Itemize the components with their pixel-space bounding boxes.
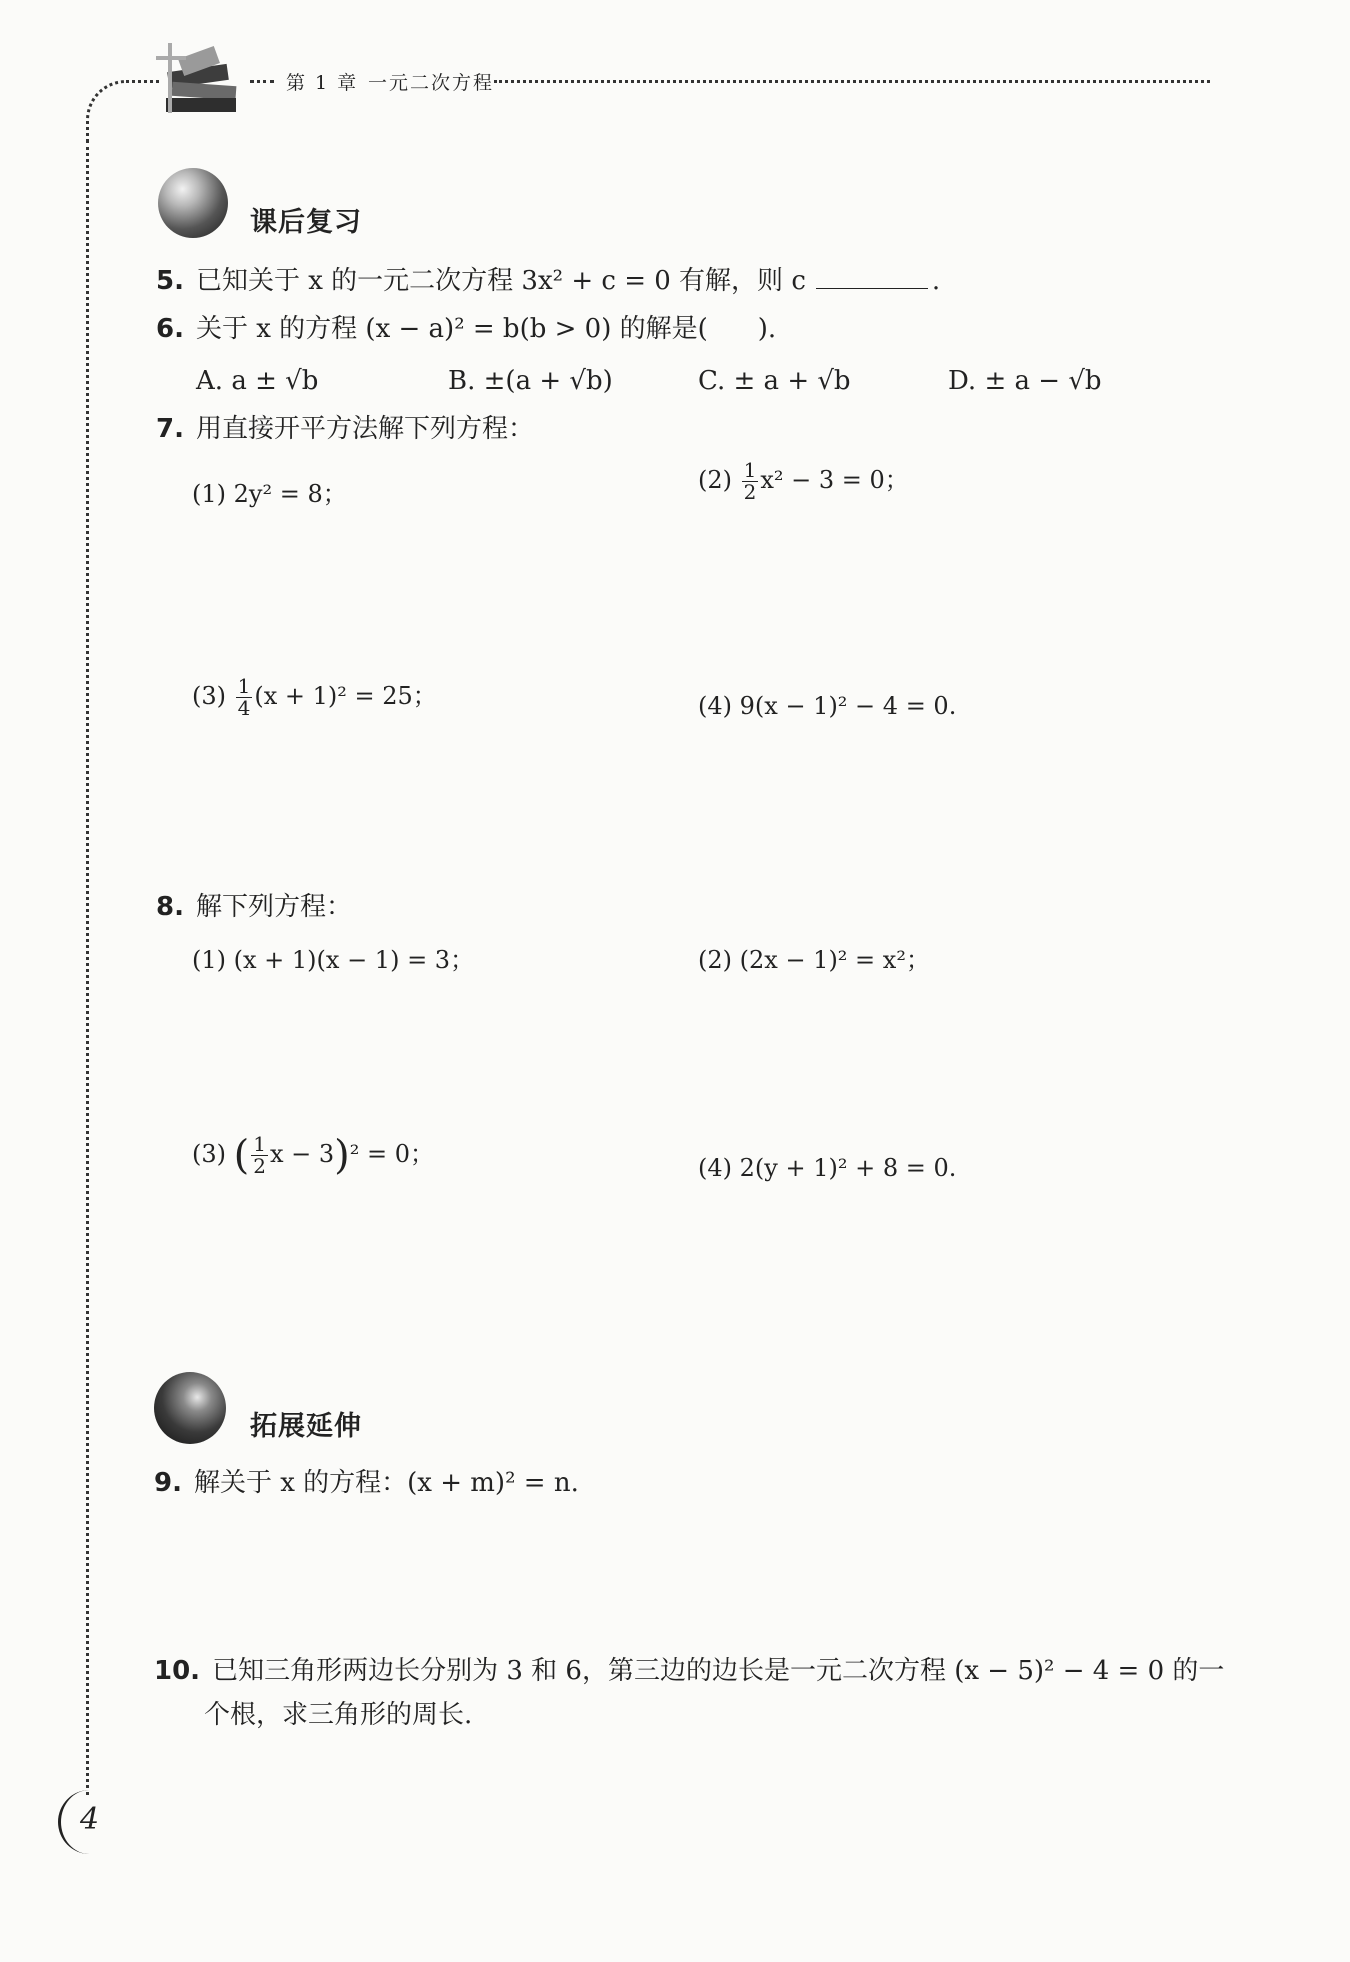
question-number: 8. xyxy=(156,892,184,922)
q7-item-3 xyxy=(192,676,437,719)
item-label: (1) xyxy=(192,946,226,974)
paren-close: ) xyxy=(334,1132,350,1179)
item-expr: (2x − 1)² = x²； xyxy=(739,946,930,974)
header-dots-left xyxy=(250,80,274,83)
option-b[interactable] xyxy=(448,368,613,394)
option-label: B. xyxy=(448,366,476,396)
item-expr: 2(y + 1)² + 8 = 0. xyxy=(739,1154,957,1182)
q8-item-4 xyxy=(698,1154,956,1182)
header-dots-right xyxy=(494,80,1210,83)
q7-item-1 xyxy=(192,474,347,509)
header-books-logo xyxy=(150,38,250,116)
option-label: C. xyxy=(698,366,726,396)
item-expr-inner: x − 3 xyxy=(269,1140,335,1168)
review-globe-icon xyxy=(158,168,228,238)
item-label: (3) xyxy=(192,1140,226,1168)
item-expr: (x + 1)² = 25； xyxy=(254,682,437,710)
question-10-line2: 个根，求三角形的周长. xyxy=(204,1700,473,1730)
item-label: (4) xyxy=(698,692,732,720)
question-6 xyxy=(156,316,776,342)
question-number: 10. xyxy=(154,1656,201,1686)
option-expr: ± a + √b xyxy=(733,366,851,396)
question-text-end: ). xyxy=(757,314,777,344)
question-7 xyxy=(156,416,534,442)
header-chapter-label: 第 1 章 xyxy=(286,72,359,94)
q7-item-2 xyxy=(698,460,909,503)
item-label: (1) xyxy=(192,480,226,508)
option-a[interactable] xyxy=(196,368,318,394)
item-expr-after: ² = 0； xyxy=(349,1140,435,1168)
item-label: (2) xyxy=(698,946,732,974)
item-expr: 9(x − 1)² − 4 = 0. xyxy=(739,692,957,720)
section-title-review: 课后复习 xyxy=(250,207,362,238)
answer-blank[interactable] xyxy=(816,284,928,289)
question-text: 解下列方程： xyxy=(195,892,352,922)
question-9 xyxy=(154,1470,579,1496)
question-number: 6. xyxy=(156,314,184,344)
option-label: D. xyxy=(948,366,977,396)
item-label: (4) xyxy=(698,1154,732,1182)
item-expr: x² − 3 = 0； xyxy=(760,466,909,494)
question-text: 用直接开平方法解下列方程： xyxy=(195,414,534,444)
item-label: (2) xyxy=(698,466,732,494)
option-expr: a ± √b xyxy=(231,366,319,396)
option-d[interactable] xyxy=(948,368,1102,394)
q8-item-3 xyxy=(192,1134,434,1177)
question-5 xyxy=(156,268,940,294)
page-number: 4 xyxy=(80,1802,100,1837)
paren-open: ( xyxy=(233,1132,250,1179)
option-label: A. xyxy=(196,366,224,396)
question-text-end: . xyxy=(931,266,941,296)
fraction: $\frac{1}{2}$ xyxy=(743,458,757,504)
question-8 xyxy=(156,894,352,920)
question-10 xyxy=(154,1658,1224,1684)
question-text: 解关于 x 的方程：(x + m)² = n. xyxy=(193,1468,579,1498)
q8-item-2 xyxy=(698,940,930,975)
fraction: $\frac{1}{2}$ xyxy=(253,1132,266,1178)
question-number: 5. xyxy=(156,266,184,296)
item-expr: (x + 1)(x − 1) = 3； xyxy=(233,946,475,974)
fraction: $\frac{1}{4}$ xyxy=(237,674,251,720)
option-expr: ±(a + √b) xyxy=(483,366,613,396)
question-number: 7. xyxy=(156,414,184,444)
option-expr: ± a − √b xyxy=(984,366,1102,396)
question-text: 已知关于 x 的一元二次方程 3x² + c = 0 有解，则 c xyxy=(195,266,806,296)
section-title-extension: 拓展延伸 xyxy=(250,1411,362,1442)
question-text: 关于 x 的方程 (x − a)² = b(b > 0) 的解是( xyxy=(195,314,708,344)
question-number: 9. xyxy=(154,1468,182,1498)
page-border-left xyxy=(86,140,89,1795)
item-label: (3) xyxy=(192,682,226,710)
option-c[interactable] xyxy=(698,368,851,394)
page-border-corner xyxy=(86,80,159,143)
q7-item-4 xyxy=(698,692,956,720)
extension-globe-icon xyxy=(154,1372,226,1444)
q8-item-1 xyxy=(192,940,474,975)
item-expr: 2y² = 8； xyxy=(233,480,347,508)
header-chapter-title: 一元二次方程 xyxy=(368,72,495,94)
question-text: 已知三角形两边长分别为 3 和 6，第三边的边长是一元二次方程 (x − 5)² − 4 = 0 的一 xyxy=(212,1656,1225,1686)
